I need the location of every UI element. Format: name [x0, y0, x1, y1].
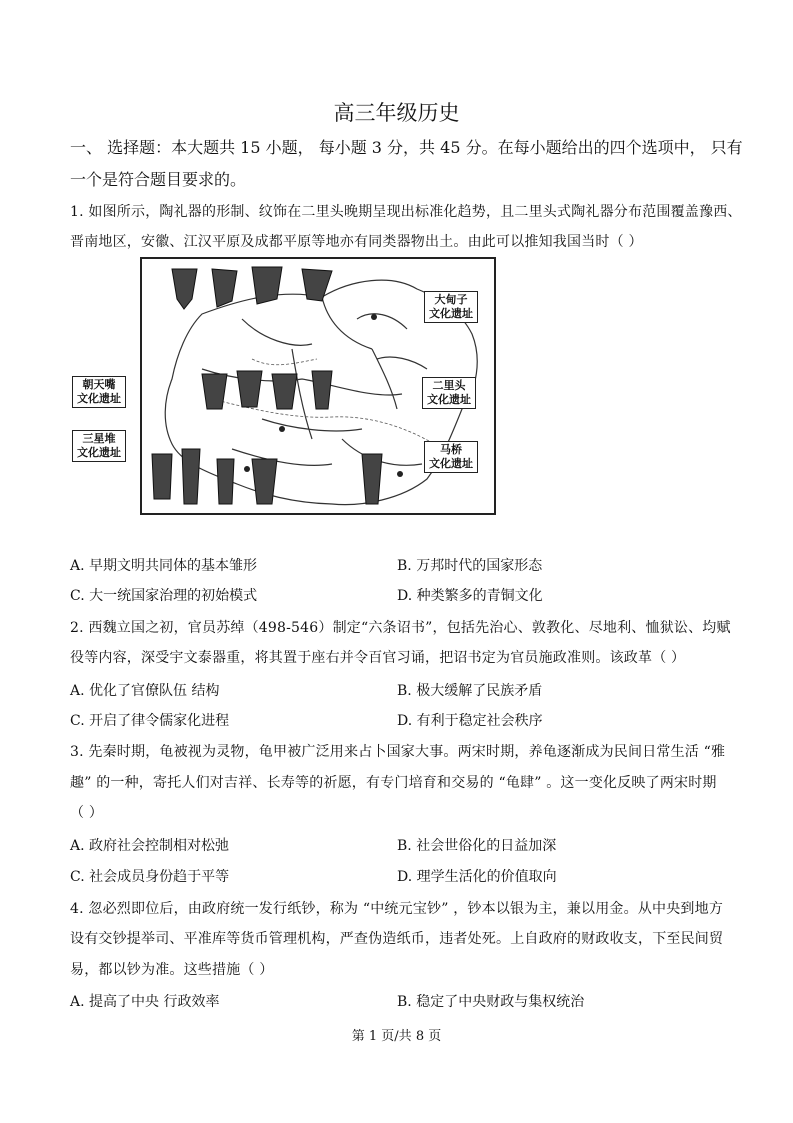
question-3-option-b: B. 社会世俗化的日益加深: [397, 838, 557, 854]
question-3-line-1: 3. 先秦时期，龟被视为灵物，龟甲被广泛用来占卜国家大事。两宋时期，养龟逐渐成为民间日常生活 “雅: [70, 744, 726, 760]
label-sanxingdui-site: [72, 430, 126, 462]
question-2-line-1: 2. 西魏立国之初，官员苏绰（498-546）制定“六条诏书”，包括先治心、敦教化、尽地利、恤狱讼、均赋: [70, 620, 731, 636]
question-2-option-a: A. 优化了官僚队伍 结构: [70, 683, 220, 699]
question-4-line-3: 易，都以钞为准。这些措施（ ）: [70, 962, 274, 978]
question-2-line-2: 役等内容，深受宇文泰器重，将其置于座右并令百官习诵，把诏书定为官员施政准则。该政革（ ）: [70, 650, 686, 666]
question-3-line-2: 趣” 的一种，寄托人们对吉祥、长寿等的祈愿，有专门培育和交易的 “龟肆” 。这一变化反映了两宋时期: [70, 775, 717, 791]
question-1-line-2: 晋南地区，安徽、江汉平原及成都平原等地亦有同类器物出土。由此可以推知我国当时（ ）: [70, 234, 643, 250]
label-chaotianzui-site: [72, 376, 126, 408]
question-4-line-1: 4. 忽必烈即位后，由政府统一发行纸钞，称为 “中统元宝钞” ，钞本以银为主，兼以用金。从中央到地方: [70, 901, 724, 917]
question-1-option-c: C. 大一统国家治理的初始模式: [70, 588, 258, 604]
question-4-line-2: 设有交钞提举司、平准库等货币管理机构，严查伪造纸币，违者处死。上自政府的财政收支，下至民间贸: [70, 931, 724, 947]
page-title: 高三年级历史: [333, 101, 460, 125]
label-erlitou-type: 文化遗址: [427, 393, 471, 406]
section-instructions-line-2: 一个是符合题目要求的。: [70, 170, 247, 189]
label-sanxingdui-type: 文化遗址: [77, 446, 121, 459]
question-3-option-c: C. 社会成员身份趋于平等: [70, 869, 230, 885]
question-1-option-a: A. 早期文明共同体的基本雏形: [70, 558, 258, 574]
label-chaotianzui-type: 文化遗址: [77, 392, 121, 405]
label-erlitou-name: 二里头: [432, 379, 466, 392]
label-maqiao-type: 文化遗址: [429, 457, 473, 470]
section-instructions-line-1: 一、 选择题：本大题共 15 小题， 每小题 3 分，共 45 分。在每小题给出的四个选项中， 只有: [70, 138, 743, 157]
label-chaotianzui-name: 朝天嘴: [82, 378, 116, 391]
question-2-option-b: B. 极大缓解了民族矛盾: [397, 683, 543, 699]
label-sanxingdui-name: 三星堆: [82, 432, 116, 445]
question-2-option-d: D. 有利于稳定社会秩序: [397, 713, 543, 729]
label-maqiao-site: [424, 441, 478, 473]
label-maqiao-name: 马桥: [440, 443, 462, 456]
question-3-line-3: （ ）: [70, 805, 104, 821]
label-dadianzi-type: 文化遗址: [429, 307, 473, 320]
question-4-option-b: B. 稳定了中央财政与集权统治: [397, 994, 585, 1010]
map-figure: [140, 257, 496, 515]
question-1-option-b: B. 万邦时代的国家形态: [397, 558, 543, 574]
label-erlitou-site: [422, 377, 476, 409]
label-dadianzi-site: [424, 291, 478, 323]
page-footer: 第 1 页/共 8 页: [351, 1029, 442, 1044]
question-4-option-a: A. 提高了中央 行政效率: [70, 994, 220, 1010]
label-dadianzi-name: 大甸子: [434, 293, 468, 306]
question-1-option-d: D. 种类繁多的青铜文化: [397, 588, 543, 604]
question-3-option-d: D. 理学生活化的价值取向: [397, 869, 557, 885]
question-1-line-1: 1. 如图所示，陶礼器的形制、纹饰在二里头晚期呈现出标准化趋势，且二里头式陶礼器分布范围覆盖豫西、: [70, 204, 742, 220]
question-2-option-c: C. 开启了律令儒家化进程: [70, 713, 230, 729]
question-3-option-a: A. 政府社会控制相对松弛: [70, 838, 230, 854]
